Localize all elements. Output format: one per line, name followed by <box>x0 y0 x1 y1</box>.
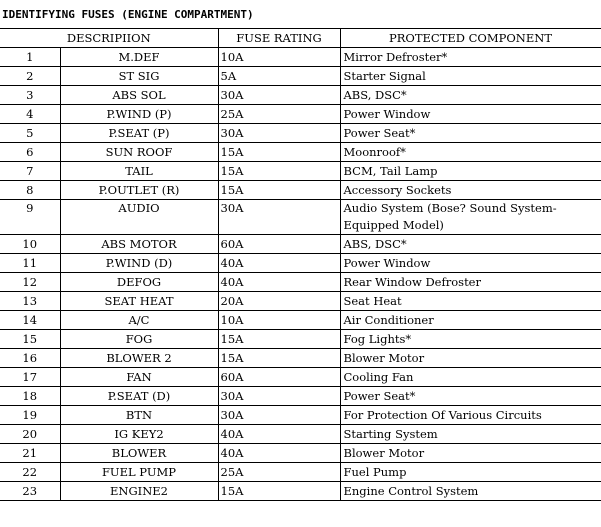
protected-component-cell: Mirror Defroster* <box>340 48 601 67</box>
fuse-number-cell: 20 <box>0 425 60 444</box>
fuse-rating-cell: 15A <box>218 181 340 200</box>
fuse-rating-cell: 15A <box>218 162 340 181</box>
fuse-description-cell: SEAT HEAT <box>60 292 218 311</box>
protected-component-cell: Accessory Sockets <box>340 181 601 200</box>
table-row <box>0 124 601 143</box>
fuse-rating-cell: 10A <box>218 311 340 330</box>
fuse-rating-cell: 10A <box>218 48 340 67</box>
fuse-description-cell: P.SEAT (P) <box>60 124 218 143</box>
table-row <box>0 48 601 67</box>
fuse-description-cell: AUDIO <box>60 200 218 235</box>
fuse-rating-cell: 25A <box>218 463 340 482</box>
fuse-rating-cell: 40A <box>218 273 340 292</box>
protected-component-cell: Power Window <box>340 105 601 124</box>
fuse-rating-cell: 20A <box>218 292 340 311</box>
fuse-rating-cell: 40A <box>218 254 340 273</box>
fuse-number-cell: 9 <box>0 200 60 235</box>
table-row <box>0 311 601 330</box>
fuse-number-cell: 16 <box>0 349 60 368</box>
table-row <box>0 292 601 311</box>
fuse-rating-cell: 15A <box>218 143 340 162</box>
table-row <box>0 162 601 181</box>
fuse-rating-cell: 30A <box>218 86 340 105</box>
protected-component-cell: Starter Signal <box>340 67 601 86</box>
protected-component-cell: Audio System (Bose? Sound System-Equipped Model) <box>340 200 601 235</box>
fuse-description-cell: BLOWER <box>60 444 218 463</box>
fuse-description-cell: P.WIND (P) <box>60 105 218 124</box>
fuse-number-cell: 14 <box>0 311 60 330</box>
fuse-description-cell: BTN <box>60 406 218 425</box>
fuse-description-cell: FAN <box>60 368 218 387</box>
table-row <box>0 425 601 444</box>
table-row <box>0 86 601 105</box>
protected-component-cell: Seat Heat <box>340 292 601 311</box>
fuse-rating-cell: 25A <box>218 105 340 124</box>
fuse-description-cell: P.OUTLET (R) <box>60 181 218 200</box>
protected-component-cell: For Protection Of Various Circuits <box>340 406 601 425</box>
protected-component-cell: ABS, DSC* <box>340 86 601 105</box>
table-header-row <box>0 29 601 48</box>
fuse-description-cell: ENGINE2 <box>60 482 218 501</box>
table-row <box>0 254 601 273</box>
fuse-description-cell: P.WIND (D) <box>60 254 218 273</box>
fuse-description-cell: FUEL PUMP <box>60 463 218 482</box>
fuse-number-cell: 11 <box>0 254 60 273</box>
protected-component-cell: Blower Motor <box>340 349 601 368</box>
fuse-number-cell: 13 <box>0 292 60 311</box>
protected-component-cell: Power Seat* <box>340 387 601 406</box>
protected-component-cell: Air Conditioner <box>340 311 601 330</box>
fuse-number-cell: 7 <box>0 162 60 181</box>
header-protected-component: PROTECTED COMPONENT <box>340 29 601 48</box>
protected-component-cell: Blower Motor <box>340 444 601 463</box>
fuse-number-cell: 2 <box>0 67 60 86</box>
protected-component-cell: Fog Lights* <box>340 330 601 349</box>
protected-component-cell: Engine Control System <box>340 482 601 501</box>
fuse-rating-cell: 5A <box>218 67 340 86</box>
fuse-rating-cell: 30A <box>218 387 340 406</box>
table-row <box>0 368 601 387</box>
fuse-description-cell: TAIL <box>60 162 218 181</box>
table-row <box>0 349 601 368</box>
fuse-description-cell: M.DEF <box>60 48 218 67</box>
fuse-description-cell: IG KEY2 <box>60 425 218 444</box>
table-row <box>0 67 601 86</box>
fuse-rating-cell: 15A <box>218 349 340 368</box>
fuse-number-cell: 22 <box>0 463 60 482</box>
fuse-description-cell: BLOWER 2 <box>60 349 218 368</box>
fuse-table <box>0 28 601 501</box>
fuse-number-cell: 17 <box>0 368 60 387</box>
protected-component-cell: Power Seat* <box>340 124 601 143</box>
fuse-number-cell: 4 <box>0 105 60 124</box>
protected-component-cell: Power Window <box>340 254 601 273</box>
protected-component-cell: Starting System <box>340 425 601 444</box>
fuse-description-cell: ST SIG <box>60 67 218 86</box>
table-row <box>0 200 601 235</box>
protected-component-cell: ABS, DSC* <box>340 235 601 254</box>
fuse-description-cell: ABS SOL <box>60 86 218 105</box>
table-row <box>0 181 601 200</box>
header-fuse-rating: FUSE RATING <box>218 29 340 48</box>
fuse-number-cell: 8 <box>0 181 60 200</box>
fuse-rating-cell: 40A <box>218 425 340 444</box>
fuse-number-cell: 12 <box>0 273 60 292</box>
fuse-number-cell: 15 <box>0 330 60 349</box>
table-row <box>0 105 601 124</box>
fuse-rating-cell: 30A <box>218 124 340 143</box>
fuse-description-cell: ABS MOTOR <box>60 235 218 254</box>
fuse-rating-cell: 30A <box>218 406 340 425</box>
fuse-description-cell: A/C <box>60 311 218 330</box>
fuse-number-cell: 10 <box>0 235 60 254</box>
fuse-rating-cell: 40A <box>218 444 340 463</box>
table-body <box>0 48 601 501</box>
fuse-rating-cell: 60A <box>218 235 340 254</box>
table-row <box>0 482 601 501</box>
page-title: IDENTIFYING FUSES (ENGINE COMPARTMENT) <box>2 8 254 21</box>
table-row <box>0 143 601 162</box>
fuse-number-cell: 5 <box>0 124 60 143</box>
fuse-number-cell: 21 <box>0 444 60 463</box>
protected-component-cell: Fuel Pump <box>340 463 601 482</box>
fuse-number-cell: 23 <box>0 482 60 501</box>
table-row <box>0 273 601 292</box>
table-row <box>0 235 601 254</box>
fuse-description-cell: DEFOG <box>60 273 218 292</box>
table-row <box>0 444 601 463</box>
fuse-number-cell: 18 <box>0 387 60 406</box>
protected-component-cell: Rear Window Defroster <box>340 273 601 292</box>
fuse-number-cell: 6 <box>0 143 60 162</box>
fuse-number-cell: 1 <box>0 48 60 67</box>
fuse-rating-cell: 15A <box>218 330 340 349</box>
protected-component-cell: Cooling Fan <box>340 368 601 387</box>
fuse-number-cell: 3 <box>0 86 60 105</box>
table-row <box>0 387 601 406</box>
fuse-description-cell: FOG <box>60 330 218 349</box>
fuse-rating-cell: 15A <box>218 482 340 501</box>
fuse-rating-cell: 60A <box>218 368 340 387</box>
header-description: DESCRIPIION <box>0 29 218 48</box>
protected-component-cell: BCM, Tail Lamp <box>340 162 601 181</box>
table-row <box>0 463 601 482</box>
fuse-rating-cell: 30A <box>218 200 340 235</box>
table-row <box>0 406 601 425</box>
fuse-number-cell: 19 <box>0 406 60 425</box>
table-row <box>0 330 601 349</box>
fuse-description-cell: SUN ROOF <box>60 143 218 162</box>
fuse-description-cell: P.SEAT (D) <box>60 387 218 406</box>
protected-component-cell: Moonroof* <box>340 143 601 162</box>
